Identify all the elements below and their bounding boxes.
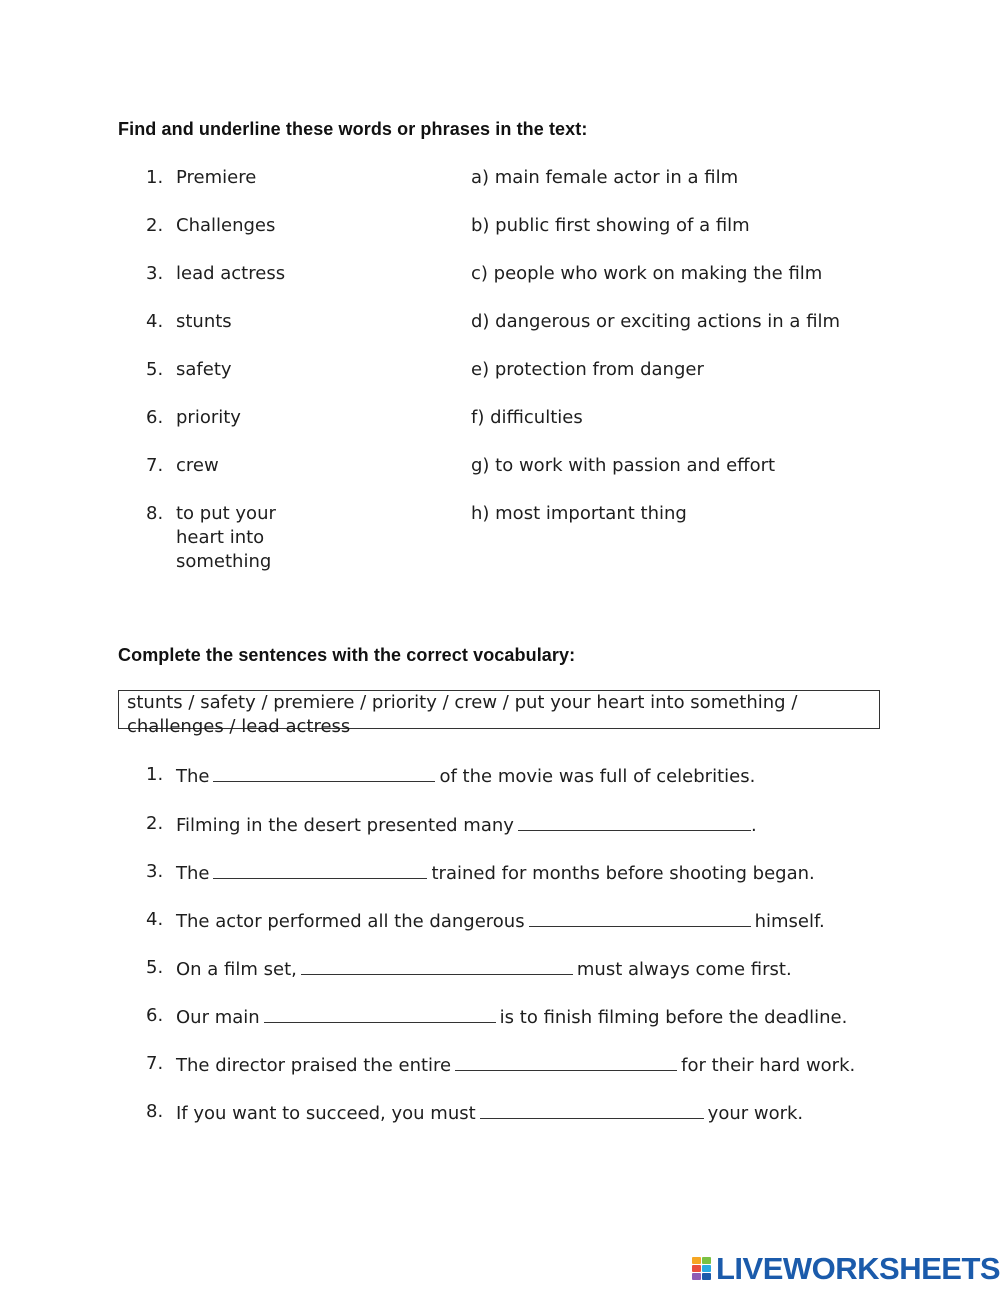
sentence-after: your work.: [707, 1103, 804, 1124]
item-number: 7.: [146, 455, 164, 476]
answer-blank[interactable]: [301, 956, 573, 975]
sentence-after: .: [750, 815, 757, 836]
definition: d) dangerous or exciting actions in a film: [471, 311, 841, 332]
sentence-number: 6.: [146, 1005, 164, 1026]
sentence-number: 7.: [146, 1053, 164, 1074]
sentence-number: 3.: [146, 861, 164, 882]
term: lead actress: [176, 263, 286, 284]
item-number: 8.: [146, 503, 164, 524]
item-number: 2.: [146, 215, 164, 236]
sentence-number: 5.: [146, 957, 164, 978]
section2-heading: Complete the sentences with the correct vocabulary:: [118, 645, 576, 665]
word-bank: stunts / safety / premiere / priority / crew / put your heart into something / challenges / lead actress: [118, 690, 880, 729]
sentence-after: of the movie was full of celebrities.: [439, 766, 756, 787]
sentence-before: The director praised the entire: [176, 1055, 452, 1076]
sentence-after: himself.: [754, 911, 825, 932]
sentence-after: for their hard work.: [681, 1055, 856, 1076]
answer-blank[interactable]: [264, 1004, 496, 1023]
sentence-before: The: [176, 766, 210, 787]
section1-heading: Find and underline these words or phrases in the text:: [118, 119, 588, 139]
item-number: 6.: [146, 407, 164, 428]
answer-blank[interactable]: [480, 1100, 704, 1119]
term: Premiere: [176, 167, 257, 188]
item-number: 1.: [146, 167, 164, 188]
term: to put your heart into something: [176, 503, 276, 572]
sentence-before: If you want to succeed, you must: [176, 1103, 476, 1124]
term: priority: [176, 407, 241, 428]
item-number: 4.: [146, 311, 164, 332]
sentence-before: The actor performed all the dangerous: [176, 911, 525, 932]
liveworksheets-logo-icon: [692, 1257, 712, 1281]
sentence-number: 2.: [146, 813, 164, 834]
answer-blank[interactable]: [213, 860, 427, 879]
answer-blank[interactable]: [529, 908, 751, 927]
term: stunts: [176, 311, 232, 332]
term: crew: [176, 455, 219, 476]
definition: c) people who work on making the film: [471, 263, 823, 284]
sentence-before: On a film set,: [176, 959, 297, 980]
sentence-before: Filming in the desert presented many: [176, 815, 514, 836]
answer-blank[interactable]: [518, 812, 751, 831]
definition: h) most important thing: [471, 503, 687, 524]
sentence-before: The: [176, 863, 210, 884]
answer-blank[interactable]: [213, 763, 435, 782]
sentence-before: Our main: [176, 1007, 260, 1028]
term: Challenges: [176, 215, 276, 236]
term: safety: [176, 359, 232, 380]
brand-name: LIVEWORKSHEETS: [716, 1251, 1000, 1286]
sentence-after: must always come first.: [576, 959, 792, 980]
answer-blank[interactable]: [455, 1052, 677, 1071]
sentence-number: 8.: [146, 1101, 164, 1122]
definition: e) protection from danger: [471, 359, 704, 380]
liveworksheets-brand: [692, 1251, 1000, 1286]
definition: b) public first showing of a film: [471, 215, 750, 236]
definition: g) to work with passion and effort: [471, 455, 776, 476]
item-number: 5.: [146, 359, 164, 380]
definition: f) difficulties: [471, 407, 583, 428]
sentence-after: is to finish filming before the deadline.: [499, 1007, 848, 1028]
sentence-number: 4.: [146, 909, 164, 930]
sentence-after: trained for months before shooting began.: [431, 863, 815, 884]
item-number: 3.: [146, 263, 164, 284]
definition: a) main female actor in a film: [471, 167, 739, 188]
sentence-number: 1.: [146, 764, 164, 785]
